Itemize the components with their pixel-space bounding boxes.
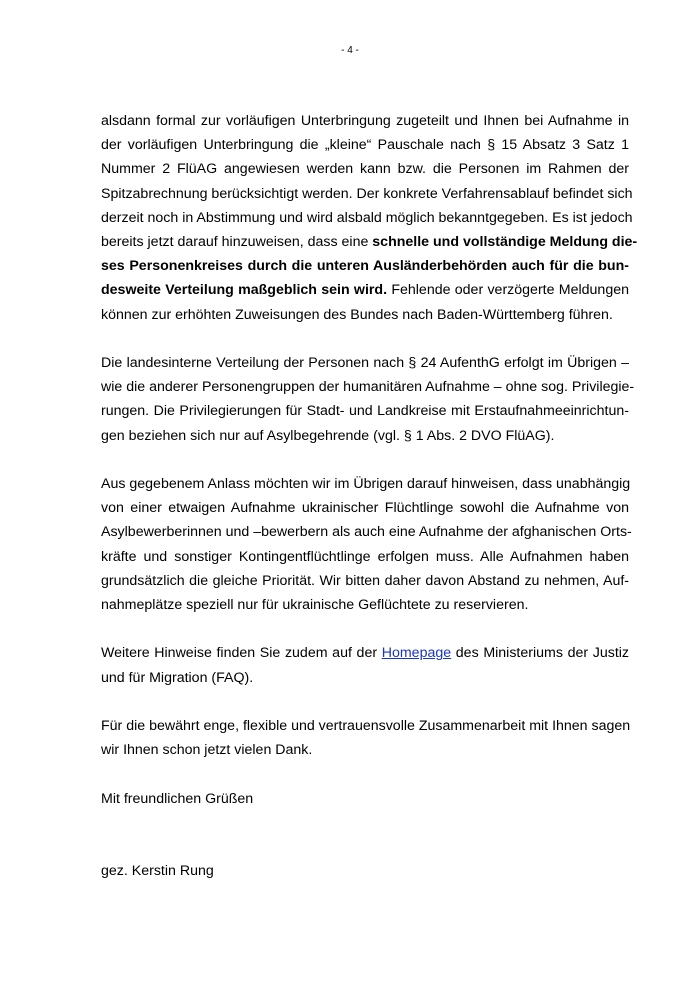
text-line	[101, 254, 629, 278]
paragraph	[101, 351, 635, 448]
text-line	[101, 399, 629, 423]
text-line	[101, 133, 629, 157]
homepage-link[interactable]: Homepage	[381, 645, 452, 662]
text-segment: Aus gegebenem Anlass möchten wir im Übrigen darauf hinweisen, dass unabhängig	[101, 476, 631, 493]
bold-text-segment: desweite Verteilung maßgeblich sein wird.	[101, 282, 388, 299]
paragraph-container	[101, 109, 638, 787]
paragraph-gap	[101, 690, 629, 714]
text-line	[101, 230, 638, 254]
paragraph-gap	[101, 762, 629, 786]
text-line	[101, 157, 629, 181]
text-segment: der vorläufigen Unterbringung die „kleine“ Pauschale nach § 15 Absatz 3 Satz 1	[101, 137, 629, 154]
signature-gap	[101, 811, 629, 859]
text-segment: des Ministeriums der Justiz	[451, 645, 630, 662]
text-line	[101, 593, 629, 617]
text-line	[101, 109, 629, 133]
text-segment: Fehlende oder verzögerte Meldungen	[387, 282, 629, 299]
text-line	[101, 569, 629, 593]
signature-text: gez. Kerstin Rung	[101, 862, 214, 879]
text-line	[101, 351, 629, 375]
text-segment: alsdann formal zur vorläufigen Unterbringung zugeteilt und Ihnen bei Aufnahme in	[101, 113, 629, 129]
paragraph-gap	[101, 617, 629, 641]
text-segment: Nummer 2 FlüAG angewiesen werden kann bzw. die Personen im Rahmen der	[101, 161, 629, 178]
text-segment: Asylbewerberinnen und –bewerbern als auch eine Aufnahme der afghanischen Orts-	[101, 524, 632, 541]
text-line	[101, 520, 632, 544]
paragraph	[101, 714, 629, 762]
paragraph	[101, 109, 638, 327]
text-line	[101, 424, 629, 448]
text-line	[101, 303, 629, 327]
text-segment: grundsätzlich die gleiche Priorität. Wir bitten daher davon Abstand zu nehmen, Auf-	[101, 572, 629, 589]
text-segment: nahmeplätze speziell nur für ukrainische Geflüchtete zu reservieren.	[101, 597, 529, 614]
text-segment: derzeit noch in Abstimmung und wird alsbald möglich bekanntgegeben. Es ist jedoch	[101, 209, 633, 226]
text-segment: können zur erhöhten Zuweisungen des Bundes nach Baden-Württemberg führen.	[101, 306, 613, 323]
text-line	[101, 641, 629, 665]
letter-body	[101, 109, 638, 883]
text-segment: Für die bewährt enge, flexible und vertrauensvolle Zusammenarbeit mit Ihnen sagen	[101, 718, 631, 735]
text-line	[101, 666, 629, 690]
text-line	[101, 182, 633, 206]
paragraph	[101, 472, 632, 617]
text-segment: Spitzabrechnung berücksichtigt werden. Der konkrete Verfahrensablauf befindet sich	[101, 185, 633, 202]
text-segment: wie die anderer Personengruppen der humanitären Aufnahme – ohne sog. Privilegie-	[101, 379, 635, 396]
bold-text-segment: ses Personenkreises durch die unteren Ausländerbehörden auch für die bun-	[101, 258, 629, 275]
text-segment: Die landesinterne Verteilung der Personen nach § 24 AufenthG erfolgt im Übrigen –	[101, 355, 629, 372]
text-line	[101, 278, 629, 302]
text-line	[101, 738, 629, 762]
paragraph-gap	[101, 448, 629, 472]
text-segment: kräfte und sonstiger Kontingentflüchtlinge erfolgen muss. Alle Aufnahmen haben	[101, 548, 629, 565]
text-line	[101, 375, 635, 399]
text-segment: von einer etwaigen Aufnahme ukrainischer Flüchtlinge sowohl die Aufnahme von	[101, 500, 629, 517]
text-segment: rungen. Die Privilegierungen für Stadt- und Landkreise mit Erstaufnahmeeinrichtun-	[101, 403, 629, 420]
closing-text: Mit freundlichen Grüßen	[101, 790, 254, 807]
text-segment: bereits jetzt darauf hinzuweisen, dass eine	[101, 234, 373, 251]
paragraph	[101, 641, 629, 689]
text-line	[101, 496, 629, 520]
text-segment: wir Ihnen schon jetzt vielen Dank.	[101, 742, 313, 759]
text-line	[101, 545, 629, 569]
text-line	[101, 206, 633, 230]
text-line	[101, 714, 629, 738]
text-segment: gen beziehen sich nur auf Asylbegehrende (vgl. § 1 Abs. 2 DVO FlüAG).	[101, 427, 555, 444]
page-number: - 4 -	[341, 45, 359, 56]
bold-text-segment: schnelle und vollständige Meldung die-	[372, 234, 638, 251]
text-segment: Weitere Hinweise finden Sie zudem auf der	[101, 645, 382, 662]
paragraph-gap	[101, 327, 629, 351]
text-segment: und für Migration (FAQ).	[101, 669, 254, 686]
text-line	[101, 472, 629, 496]
